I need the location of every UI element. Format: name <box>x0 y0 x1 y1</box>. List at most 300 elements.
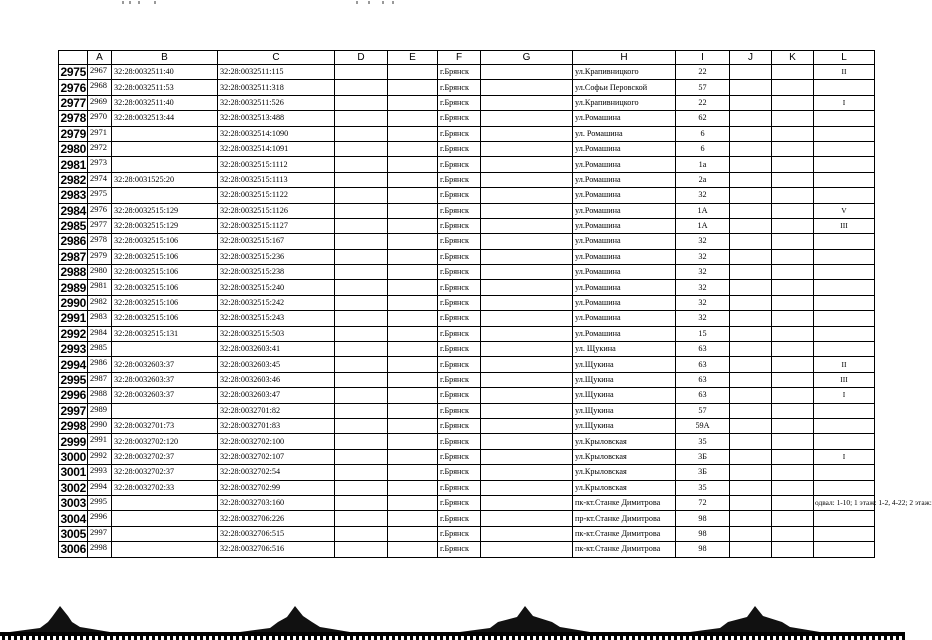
cell-col-l[interactable] <box>814 126 875 141</box>
cell-col-h[interactable]: ул. Щукина <box>573 342 676 357</box>
cell-col-c[interactable]: 32:28:0032603:46 <box>218 372 335 387</box>
row-header-cell[interactable]: 2976 <box>60 80 86 95</box>
cell-col-g[interactable] <box>481 203 573 218</box>
cell-col-l[interactable]: III <box>814 372 875 387</box>
cell-col-d[interactable] <box>335 188 388 203</box>
cell-col-f[interactable]: г.Брянск <box>438 495 481 510</box>
cell-col-g[interactable] <box>481 542 573 557</box>
cell-col-k[interactable] <box>772 126 814 141</box>
cell-col-j[interactable] <box>730 295 772 310</box>
cell-col-l[interactable] <box>814 403 875 418</box>
cell-col-b[interactable]: 32:28:0032513:44 <box>112 111 218 126</box>
cell-col-h[interactable]: пк-кт.Станке Димитрова <box>573 526 676 541</box>
cell-col-b[interactable] <box>112 141 218 156</box>
cell-col-c[interactable]: 32:28:0032706:516 <box>218 542 335 557</box>
cell-col-l[interactable]: одвал: 1-10; 1 этаж: 1-2, 4-22; 2 этаж: <box>814 495 875 510</box>
cell-col-f[interactable]: г.Брянск <box>438 526 481 541</box>
cell-col-h[interactable]: ул.Крыловская <box>573 434 676 449</box>
cell-col-i[interactable]: 3Б <box>676 449 730 464</box>
cell-col-c[interactable]: 32:28:0032702:107 <box>218 449 335 464</box>
cell-col-f[interactable]: г.Брянск <box>438 357 481 372</box>
cell-col-c[interactable]: 32:28:0032515:238 <box>218 265 335 280</box>
cell-col-c[interactable]: 32:28:0032515:242 <box>218 295 335 310</box>
cell-col-a[interactable]: 2991 <box>88 434 112 449</box>
row-header-cell[interactable]: 2980 <box>60 142 86 157</box>
cell-col-h[interactable]: ул.Софьи Перовской <box>573 80 676 95</box>
cell-col-c[interactable]: 32:28:0032702:99 <box>218 480 335 495</box>
cell-col-a[interactable]: 2970 <box>88 111 112 126</box>
cell-col-k[interactable] <box>772 357 814 372</box>
cell-col-i[interactable]: 63 <box>676 372 730 387</box>
cell-col-j[interactable] <box>730 542 772 557</box>
cell-col-k[interactable] <box>772 372 814 387</box>
cell-col-i[interactable]: 3Б <box>676 465 730 480</box>
cell-col-e[interactable] <box>388 480 438 495</box>
cell-col-e[interactable] <box>388 295 438 310</box>
cell-col-d[interactable] <box>335 449 388 464</box>
cell-col-a[interactable]: 2984 <box>88 326 112 341</box>
cell-col-a[interactable]: 2989 <box>88 403 112 418</box>
cell-col-j[interactable] <box>730 418 772 433</box>
cell-col-l[interactable] <box>814 480 875 495</box>
cell-col-h[interactable]: ул.Ромашина <box>573 172 676 187</box>
cell-col-k[interactable] <box>772 542 814 557</box>
cell-col-e[interactable] <box>388 434 438 449</box>
cell-col-k[interactable] <box>772 80 814 95</box>
cell-col-f[interactable]: г.Брянск <box>438 111 481 126</box>
cell-col-l[interactable] <box>814 249 875 264</box>
cell-col-g[interactable] <box>481 157 573 172</box>
cell-col-a[interactable]: 2974 <box>88 172 112 187</box>
column-header-c[interactable]: C <box>218 51 335 65</box>
cell-col-i[interactable]: 32 <box>676 234 730 249</box>
cell-col-a[interactable]: 2994 <box>88 480 112 495</box>
cell-col-f[interactable]: г.Брянск <box>438 434 481 449</box>
cell-col-d[interactable] <box>335 111 388 126</box>
row-header-cell[interactable]: 2999 <box>60 434 86 449</box>
cell-col-e[interactable] <box>388 403 438 418</box>
cell-col-d[interactable] <box>335 280 388 295</box>
cell-col-j[interactable] <box>730 203 772 218</box>
cell-col-f[interactable]: г.Брянск <box>438 265 481 280</box>
cell-col-k[interactable] <box>772 449 814 464</box>
cell-col-g[interactable] <box>481 495 573 510</box>
cell-col-e[interactable] <box>388 218 438 233</box>
cell-col-j[interactable] <box>730 249 772 264</box>
cell-col-e[interactable] <box>388 188 438 203</box>
cell-col-c[interactable]: 32:28:0032702:100 <box>218 434 335 449</box>
cell-col-b[interactable]: 32:28:0032702:37 <box>112 449 218 464</box>
cell-col-c[interactable]: 32:28:0032603:45 <box>218 357 335 372</box>
row-header-cell[interactable]: 2983 <box>60 188 86 203</box>
cell-col-g[interactable] <box>481 234 573 249</box>
cell-col-e[interactable] <box>388 203 438 218</box>
cell-col-d[interactable] <box>335 465 388 480</box>
cell-col-c[interactable]: 32:28:0032701:82 <box>218 403 335 418</box>
cell-col-j[interactable] <box>730 495 772 510</box>
column-header-i[interactable]: I <box>676 51 730 65</box>
row-header-cell[interactable]: 3000 <box>60 449 86 464</box>
cell-col-b[interactable]: 32:28:0032603:37 <box>112 357 218 372</box>
cell-col-a[interactable]: 2986 <box>88 357 112 372</box>
cell-col-k[interactable] <box>772 172 814 187</box>
cell-col-l[interactable] <box>814 342 875 357</box>
row-header-cell[interactable]: 2989 <box>60 280 86 295</box>
cell-col-a[interactable]: 2977 <box>88 218 112 233</box>
cell-col-e[interactable] <box>388 357 438 372</box>
cell-col-h[interactable]: ул.Щукина <box>573 388 676 403</box>
row-header-cell[interactable]: 2996 <box>60 388 86 403</box>
cell-col-f[interactable]: г.Брянск <box>438 295 481 310</box>
cell-col-c[interactable]: 32:28:0032702:54 <box>218 465 335 480</box>
cell-col-l[interactable] <box>814 511 875 526</box>
cell-col-f[interactable]: г.Брянск <box>438 80 481 95</box>
cell-col-f[interactable]: г.Брянск <box>438 234 481 249</box>
cell-col-b[interactable]: 32:28:0032515:106 <box>112 265 218 280</box>
cell-col-d[interactable] <box>335 65 388 80</box>
cell-col-h[interactable]: ул.Щукина <box>573 372 676 387</box>
cell-col-k[interactable] <box>772 157 814 172</box>
cell-col-d[interactable] <box>335 418 388 433</box>
column-header-j[interactable]: J <box>730 51 772 65</box>
row-header-cell[interactable]: 3002 <box>60 480 86 495</box>
row-header-cell[interactable]: 3004 <box>60 511 86 526</box>
cell-col-e[interactable] <box>388 172 438 187</box>
cell-col-c[interactable]: 32:28:0032511:526 <box>218 95 335 110</box>
cell-col-d[interactable] <box>335 342 388 357</box>
cell-col-j[interactable] <box>730 111 772 126</box>
cell-col-b[interactable]: 32:28:0032515:106 <box>112 295 218 310</box>
cell-col-e[interactable] <box>388 65 438 80</box>
cell-col-h[interactable]: ул.Крыловская <box>573 480 676 495</box>
cell-col-i[interactable]: 98 <box>676 511 730 526</box>
cell-col-g[interactable] <box>481 111 573 126</box>
row-header-cell[interactable]: 2998 <box>60 419 86 434</box>
cell-col-h[interactable]: ул.Ромашина <box>573 157 676 172</box>
cell-col-c[interactable]: 32:28:0032603:47 <box>218 388 335 403</box>
cell-col-d[interactable] <box>335 141 388 156</box>
cell-col-d[interactable] <box>335 80 388 95</box>
cell-col-d[interactable] <box>335 372 388 387</box>
cell-col-b[interactable]: 32:28:0032515:131 <box>112 326 218 341</box>
cell-col-i[interactable]: 22 <box>676 65 730 80</box>
cell-col-g[interactable] <box>481 372 573 387</box>
cell-col-k[interactable] <box>772 95 814 110</box>
cell-col-k[interactable] <box>772 249 814 264</box>
cell-col-j[interactable] <box>730 95 772 110</box>
cell-col-h[interactable]: ул.Ромашина <box>573 326 676 341</box>
cell-col-e[interactable] <box>388 342 438 357</box>
cell-col-b[interactable] <box>112 342 218 357</box>
cell-col-i[interactable]: 32 <box>676 265 730 280</box>
cell-col-l[interactable] <box>814 157 875 172</box>
cell-col-j[interactable] <box>730 357 772 372</box>
cell-col-g[interactable] <box>481 65 573 80</box>
cell-col-i[interactable]: 62 <box>676 111 730 126</box>
cell-col-l[interactable] <box>814 418 875 433</box>
cell-col-j[interactable] <box>730 403 772 418</box>
column-header-a[interactable]: A <box>88 51 112 65</box>
cell-col-j[interactable] <box>730 172 772 187</box>
cell-col-a[interactable]: 2998 <box>88 542 112 557</box>
cell-col-f[interactable]: г.Брянск <box>438 141 481 156</box>
cell-col-j[interactable] <box>730 280 772 295</box>
cell-col-d[interactable] <box>335 388 388 403</box>
row-header-cell[interactable]: 2993 <box>60 342 86 357</box>
cell-col-l[interactable]: II <box>814 65 875 80</box>
cell-col-k[interactable] <box>772 388 814 403</box>
row-header-cell[interactable]: 2981 <box>60 157 86 172</box>
cell-col-k[interactable] <box>772 295 814 310</box>
cell-col-a[interactable]: 2981 <box>88 280 112 295</box>
cell-col-b[interactable]: 32:28:0032701:73 <box>112 418 218 433</box>
cell-col-d[interactable] <box>335 203 388 218</box>
cell-col-a[interactable]: 2971 <box>88 126 112 141</box>
cell-col-h[interactable]: ул.Ромашина <box>573 203 676 218</box>
cell-col-c[interactable]: 32:28:0032515:240 <box>218 280 335 295</box>
cell-col-e[interactable] <box>388 465 438 480</box>
cell-col-e[interactable] <box>388 311 438 326</box>
row-header-cell[interactable]: 3003 <box>60 496 86 511</box>
cell-col-a[interactable]: 2987 <box>88 372 112 387</box>
cell-col-h[interactable]: пр-кт.Станке Димитрова <box>573 511 676 526</box>
cell-col-g[interactable] <box>481 480 573 495</box>
cell-col-e[interactable] <box>388 126 438 141</box>
cell-col-f[interactable]: г.Брянск <box>438 542 481 557</box>
cell-col-a[interactable]: 2972 <box>88 141 112 156</box>
cell-col-a[interactable]: 2979 <box>88 249 112 264</box>
cell-col-j[interactable] <box>730 342 772 357</box>
cell-col-k[interactable] <box>772 465 814 480</box>
cell-col-a[interactable]: 2985 <box>88 342 112 357</box>
cell-col-d[interactable] <box>335 311 388 326</box>
cell-col-h[interactable]: ул.Крапивницкого <box>573 65 676 80</box>
cell-col-e[interactable] <box>388 80 438 95</box>
cell-col-h[interactable]: ул.Крапивницкого <box>573 95 676 110</box>
cell-col-c[interactable]: 32:28:0032515:1126 <box>218 203 335 218</box>
cell-col-i[interactable]: 22 <box>676 95 730 110</box>
cell-col-i[interactable]: 2а <box>676 172 730 187</box>
cell-col-g[interactable] <box>481 388 573 403</box>
cell-col-d[interactable] <box>335 403 388 418</box>
cell-col-i[interactable]: 63 <box>676 357 730 372</box>
cell-col-d[interactable] <box>335 434 388 449</box>
cell-col-b[interactable]: 32:28:0032515:129 <box>112 203 218 218</box>
cell-col-g[interactable] <box>481 172 573 187</box>
cell-col-e[interactable] <box>388 542 438 557</box>
cell-col-k[interactable] <box>772 65 814 80</box>
cell-col-b[interactable]: 32:28:0032511:53 <box>112 80 218 95</box>
cell-col-a[interactable]: 2978 <box>88 234 112 249</box>
cell-col-c[interactable]: 32:28:0032511:115 <box>218 65 335 80</box>
cell-col-f[interactable]: г.Брянск <box>438 342 481 357</box>
cell-col-b[interactable]: 32:28:0032603:37 <box>112 372 218 387</box>
cell-col-g[interactable] <box>481 403 573 418</box>
cell-col-f[interactable]: г.Брянск <box>438 511 481 526</box>
cell-col-b[interactable] <box>112 157 218 172</box>
cell-col-b[interactable]: 32:28:0032702:37 <box>112 465 218 480</box>
cell-col-b[interactable]: 32:28:0032702:33 <box>112 480 218 495</box>
cell-col-h[interactable]: ул. Ромашина <box>573 126 676 141</box>
cell-col-a[interactable]: 2990 <box>88 418 112 433</box>
cell-col-h[interactable]: пк-кт.Станке Димитрова <box>573 495 676 510</box>
cell-col-j[interactable] <box>730 480 772 495</box>
cell-col-i[interactable]: 35 <box>676 480 730 495</box>
cell-col-e[interactable] <box>388 418 438 433</box>
cell-col-j[interactable] <box>730 388 772 403</box>
cell-col-l[interactable] <box>814 172 875 187</box>
column-header-h[interactable]: H <box>573 51 676 65</box>
cell-col-k[interactable] <box>772 265 814 280</box>
cell-col-d[interactable] <box>335 542 388 557</box>
cell-col-e[interactable] <box>388 511 438 526</box>
cell-col-c[interactable]: 32:28:0032515:1122 <box>218 188 335 203</box>
cell-col-j[interactable] <box>730 265 772 280</box>
cell-col-d[interactable] <box>335 249 388 264</box>
cell-col-b[interactable]: 32:28:0032515:106 <box>112 234 218 249</box>
cell-col-c[interactable]: 32:28:0032514:1090 <box>218 126 335 141</box>
cell-col-h[interactable]: ул.Ромашина <box>573 265 676 280</box>
cell-col-d[interactable] <box>335 295 388 310</box>
cell-col-k[interactable] <box>772 280 814 295</box>
cell-col-d[interactable] <box>335 126 388 141</box>
cell-col-a[interactable]: 2980 <box>88 265 112 280</box>
cell-col-f[interactable]: г.Брянск <box>438 388 481 403</box>
column-header-f[interactable]: F <box>438 51 481 65</box>
cell-col-f[interactable]: г.Брянск <box>438 249 481 264</box>
cell-col-j[interactable] <box>730 188 772 203</box>
cell-col-g[interactable] <box>481 418 573 433</box>
cell-col-l[interactable] <box>814 265 875 280</box>
cell-col-j[interactable] <box>730 126 772 141</box>
cell-col-l[interactable] <box>814 295 875 310</box>
row-header-cell[interactable]: 2978 <box>60 111 86 126</box>
cell-col-i[interactable]: 1А <box>676 203 730 218</box>
cell-col-b[interactable]: 32:28:0032511:40 <box>112 95 218 110</box>
cell-col-e[interactable] <box>388 157 438 172</box>
row-header-cell[interactable]: 2975 <box>60 65 86 80</box>
row-header-cell[interactable]: 3006 <box>60 542 86 557</box>
cell-col-l[interactable]: I <box>814 449 875 464</box>
cell-col-i[interactable]: 63 <box>676 342 730 357</box>
row-header-cell[interactable]: 2986 <box>60 234 86 249</box>
cell-col-d[interactable] <box>335 511 388 526</box>
row-header-cell[interactable]: 3001 <box>60 465 86 480</box>
cell-col-i[interactable]: 32 <box>676 188 730 203</box>
cell-col-a[interactable]: 2967 <box>88 65 112 80</box>
cell-col-b[interactable] <box>112 188 218 203</box>
cell-col-k[interactable] <box>772 234 814 249</box>
cell-col-b[interactable] <box>112 526 218 541</box>
cell-col-d[interactable] <box>335 326 388 341</box>
cell-col-h[interactable]: ул.Ромашина <box>573 188 676 203</box>
cell-col-l[interactable] <box>814 141 875 156</box>
cell-col-b[interactable] <box>112 126 218 141</box>
cell-col-k[interactable] <box>772 495 814 510</box>
cell-col-h[interactable]: ул.Ромашина <box>573 111 676 126</box>
cell-col-g[interactable] <box>481 526 573 541</box>
cell-col-b[interactable]: 32:28:0032511:40 <box>112 65 218 80</box>
cell-col-i[interactable]: 35 <box>676 434 730 449</box>
cell-col-l[interactable] <box>814 234 875 249</box>
cell-col-c[interactable]: 32:28:0032515:503 <box>218 326 335 341</box>
cell-col-g[interactable] <box>481 95 573 110</box>
cell-col-g[interactable] <box>481 311 573 326</box>
cell-col-l[interactable] <box>814 280 875 295</box>
row-header-cell[interactable]: 2991 <box>60 311 86 326</box>
cell-col-b[interactable]: 32:28:0032515:106 <box>112 280 218 295</box>
cell-col-b[interactable]: 32:28:0032515:106 <box>112 249 218 264</box>
cell-col-b[interactable]: 32:28:0032603:37 <box>112 388 218 403</box>
cell-col-j[interactable] <box>730 511 772 526</box>
cell-col-f[interactable]: г.Брянск <box>438 449 481 464</box>
cell-col-f[interactable]: г.Брянск <box>438 311 481 326</box>
column-header-l[interactable]: L <box>814 51 875 65</box>
cell-col-k[interactable] <box>772 511 814 526</box>
cell-col-h[interactable]: ул.Крыловская <box>573 449 676 464</box>
cell-col-d[interactable] <box>335 234 388 249</box>
cell-col-a[interactable]: 2993 <box>88 465 112 480</box>
cell-col-b[interactable]: 32:28:0032515:129 <box>112 218 218 233</box>
cell-col-c[interactable]: 32:28:0032706:515 <box>218 526 335 541</box>
column-header-g[interactable]: G <box>481 51 573 65</box>
cell-col-j[interactable] <box>730 218 772 233</box>
cell-col-c[interactable]: 32:28:0032703:160 <box>218 495 335 510</box>
row-header-cell[interactable]: 2985 <box>60 219 86 234</box>
cell-col-e[interactable] <box>388 449 438 464</box>
cell-col-i[interactable]: 57 <box>676 80 730 95</box>
cell-col-l[interactable]: II <box>814 357 875 372</box>
cell-col-h[interactable]: ул.Крыловская <box>573 465 676 480</box>
cell-col-e[interactable] <box>388 526 438 541</box>
cell-col-i[interactable]: 6 <box>676 141 730 156</box>
cell-col-f[interactable]: г.Брянск <box>438 95 481 110</box>
cell-col-d[interactable] <box>335 172 388 187</box>
cell-col-f[interactable]: г.Брянск <box>438 203 481 218</box>
cell-col-k[interactable] <box>772 434 814 449</box>
cell-col-h[interactable]: пк-кт.Станке Димитрова <box>573 542 676 557</box>
cell-col-g[interactable] <box>481 265 573 280</box>
cell-col-g[interactable] <box>481 126 573 141</box>
cell-col-j[interactable] <box>730 326 772 341</box>
cell-col-b[interactable]: 32:28:0032515:106 <box>112 311 218 326</box>
cell-col-b[interactable] <box>112 542 218 557</box>
row-header-cell[interactable]: 2997 <box>60 403 86 418</box>
cell-col-l[interactable]: I <box>814 388 875 403</box>
cell-col-f[interactable]: г.Брянск <box>438 188 481 203</box>
cell-col-g[interactable] <box>481 434 573 449</box>
cell-col-a[interactable]: 2996 <box>88 511 112 526</box>
cell-col-i[interactable]: 98 <box>676 542 730 557</box>
cell-col-i[interactable]: 6 <box>676 126 730 141</box>
row-header-cell[interactable]: 2994 <box>60 357 86 372</box>
cell-col-k[interactable] <box>772 188 814 203</box>
cell-col-a[interactable]: 2982 <box>88 295 112 310</box>
cell-col-l[interactable] <box>814 326 875 341</box>
cell-col-e[interactable] <box>388 372 438 387</box>
cell-col-i[interactable]: 32 <box>676 249 730 264</box>
cell-col-l[interactable]: V <box>814 203 875 218</box>
cell-col-j[interactable] <box>730 141 772 156</box>
cell-col-e[interactable] <box>388 265 438 280</box>
cell-col-f[interactable]: г.Брянск <box>438 326 481 341</box>
cell-col-c[interactable]: 32:28:0032515:1127 <box>218 218 335 233</box>
cell-col-g[interactable] <box>481 326 573 341</box>
column-header-d[interactable]: D <box>335 51 388 65</box>
cell-col-d[interactable] <box>335 495 388 510</box>
cell-col-k[interactable] <box>772 403 814 418</box>
cell-col-c[interactable]: 32:28:0032515:167 <box>218 234 335 249</box>
